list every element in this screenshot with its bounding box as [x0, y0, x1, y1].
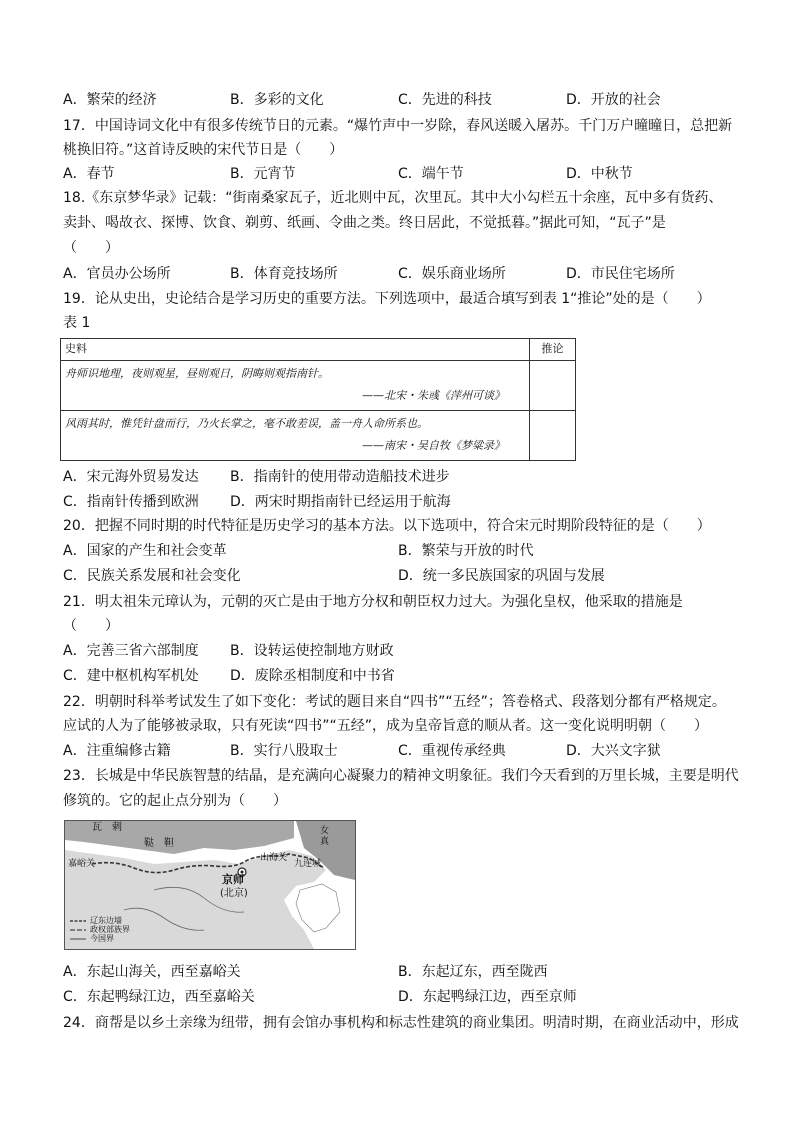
map-label-shanhaiguan: 山海关 — [260, 853, 288, 863]
q20-option-c: C．民族关系发展和社会变化 — [63, 568, 241, 584]
q17-option-c: C．端午节 — [398, 166, 464, 182]
q18-option-c: C．娱乐商业场所 — [398, 266, 506, 282]
q23-option-b: B．东起辽东，西至陇西 — [398, 964, 548, 980]
table-header-source: 史料 — [61, 339, 530, 361]
q16-option-a: A．繁荣的经济 — [63, 92, 157, 108]
map-label-wala: 瓦 剌 — [92, 822, 122, 833]
q23-stem-line1: 23．长城是中华民族智慧的结晶，是充满向心凝聚力的精神文明象征。我们今天看到的万里长城，主要是明代 — [63, 768, 739, 784]
q16-option-c: C．先进的科技 — [398, 92, 492, 108]
q21-stem-line2: （ ） — [63, 618, 119, 634]
q18-stem-line2: 卖卦、喝故衣、探博、饮食、剃剪、纸画、令曲之类。终日居此，不觉抵暮。”据此可知，“瓦子”是 — [63, 215, 666, 231]
q18-option-d: D．市民住宅场所 — [566, 266, 675, 282]
map-label-capital: 京师 — [222, 873, 244, 886]
q22-option-c: C．重视传承经典 — [398, 743, 506, 759]
q22-option-a: A．注重编修古籍 — [63, 743, 171, 759]
q22-stem-line2: 应试的人为了能够被录取，只有死读“四书”“五经”，成为皇帝旨意的顺从者。这一变化说明明朝（ ） — [63, 718, 709, 734]
q16-option-b: B．多彩的文化 — [230, 92, 324, 108]
q23-stem-line2: 修筑的。它的起止点分别为（ ） — [63, 793, 287, 809]
q19-option-a: A．宋元海外贸易发达 — [63, 469, 199, 485]
table-row-2 — [61, 411, 530, 461]
q17-stem-line2: 桃换旧符。”这首诗反映的宋代节日是（ ） — [63, 142, 344, 158]
q17-option-d: D．中秋节 — [566, 166, 633, 182]
q20-option-a: A．国家的产生和社会变革 — [63, 543, 227, 559]
map-label-nvzhen: 女真 — [320, 826, 330, 847]
q16-option-d: D．开放的社会 — [566, 92, 661, 108]
table-row-2-source: ——南宋・吴自牧《梦粱录》 — [362, 439, 505, 452]
map-legend-national-border: 今国界 — [90, 934, 114, 943]
map-label-capital-sub: (北京) — [220, 888, 248, 899]
q22-stem-line1: 22．明朝时科举考试发生了如下变化：考试的题目来自“四书”“五经”；答卷格式、段落划分都有严格规定。 — [63, 694, 726, 710]
q20-stem-line1: 20．把握不同时期的时代特征是历史学习的基本方法。以下选项中，符合宋元时期阶段特征的是（ ） — [63, 518, 711, 534]
q24-stem-line1: 24．商帮是以乡土亲缘为纽带，拥有会馆办事机构和标志性建筑的商业集团。明清时期，在商业活动中，形成 — [63, 1015, 739, 1031]
table-header-inference: 推论 — [530, 339, 576, 361]
q21-stem-line1: 21．明太祖朱元璋认为，元朝的灭亡是由于地方分权和朝臣权力过大。为强化皇权，他采取的措施是 — [63, 594, 683, 610]
table-row-1 — [61, 361, 530, 411]
table-row-1-source: ——北宋・朱彧《萍州可谈》 — [362, 389, 505, 402]
table-row-2-quote: 风雨其时，惟凭针盘而行，乃火长掌之，毫不敢差误，盖一舟人命所系也。 — [65, 417, 428, 430]
table-row-2-inference-cell — [530, 411, 576, 461]
q18-stem-line1: 18.《东京梦华录》记载：“街南桑家瓦子，近北则中瓦，次里瓦。其中大小勾栏五十余座，瓦中多有货药、 — [63, 190, 723, 206]
map-label-jiuliancheng: 九连城 — [294, 859, 322, 869]
q17-option-a: A．春节 — [63, 166, 115, 182]
map-label-jiayuguan: 嘉峪关 — [68, 859, 96, 869]
q18-option-b: B．体育竞技场所 — [230, 266, 338, 282]
ming-great-wall-map — [64, 820, 356, 950]
table-row-1-inference-cell — [530, 361, 576, 411]
map-legend-liaodong-wall: 辽东边墙 — [90, 916, 122, 925]
q19-option-c: C．指南针传播到欧洲 — [63, 494, 199, 510]
table-row-1-quote: 舟师识地理，夜则观星，昼则观日，阴晦则观指南针。 — [65, 367, 329, 380]
q21-option-c: C．建中枢机构军机处 — [63, 668, 199, 684]
map-label-dada: 鞑 靼 — [144, 838, 174, 849]
q20-option-d: D．统一多民族国家的巩固与发展 — [398, 568, 605, 584]
q18-option-a: A．官员办公场所 — [63, 266, 171, 282]
q23-option-a: A．东起山海关，西至嘉峪关 — [63, 964, 241, 980]
q21-option-b: B．设转运使控制地方财政 — [230, 643, 394, 659]
q21-option-a: A．完善三省六部制度 — [63, 643, 199, 659]
q18-stem-line3: （ ） — [63, 240, 119, 256]
q19-table-caption: 表 1 — [63, 315, 91, 331]
q20-option-b: B．繁荣与开放的时代 — [398, 543, 534, 559]
q19-source-table — [60, 338, 576, 461]
q23-option-c: C．东起鸭绿江边，西至嘉峪关 — [63, 989, 255, 1005]
q17-option-b: B．元宵节 — [230, 166, 296, 182]
q19-option-b: B．指南针的使用带动造船技术进步 — [230, 469, 450, 485]
q19-option-d: D．两宋时期指南针已经运用于航海 — [230, 494, 451, 510]
q22-option-b: B．实行八股取士 — [230, 743, 338, 759]
q21-option-d: D．废除丞相制度和中书省 — [230, 668, 395, 684]
map-legend-regime-border: 政权部族界 — [90, 925, 130, 934]
q23-option-d: D．东起鸭绿江边，西至京师 — [398, 989, 577, 1005]
q22-option-d: D．大兴文字狱 — [566, 743, 661, 759]
q19-stem-line1: 19．论从史出，史论结合是学习历史的重要方法。下列选项中，最适合填写到表 1“推论”处的是（ ） — [63, 291, 711, 307]
q17-stem-line1: 17．中国诗词文化中有很多传统节日的元素。“爆竹声中一岁除，春风送暖入屠苏。千门万户曈曈日，总把新 — [63, 118, 733, 134]
